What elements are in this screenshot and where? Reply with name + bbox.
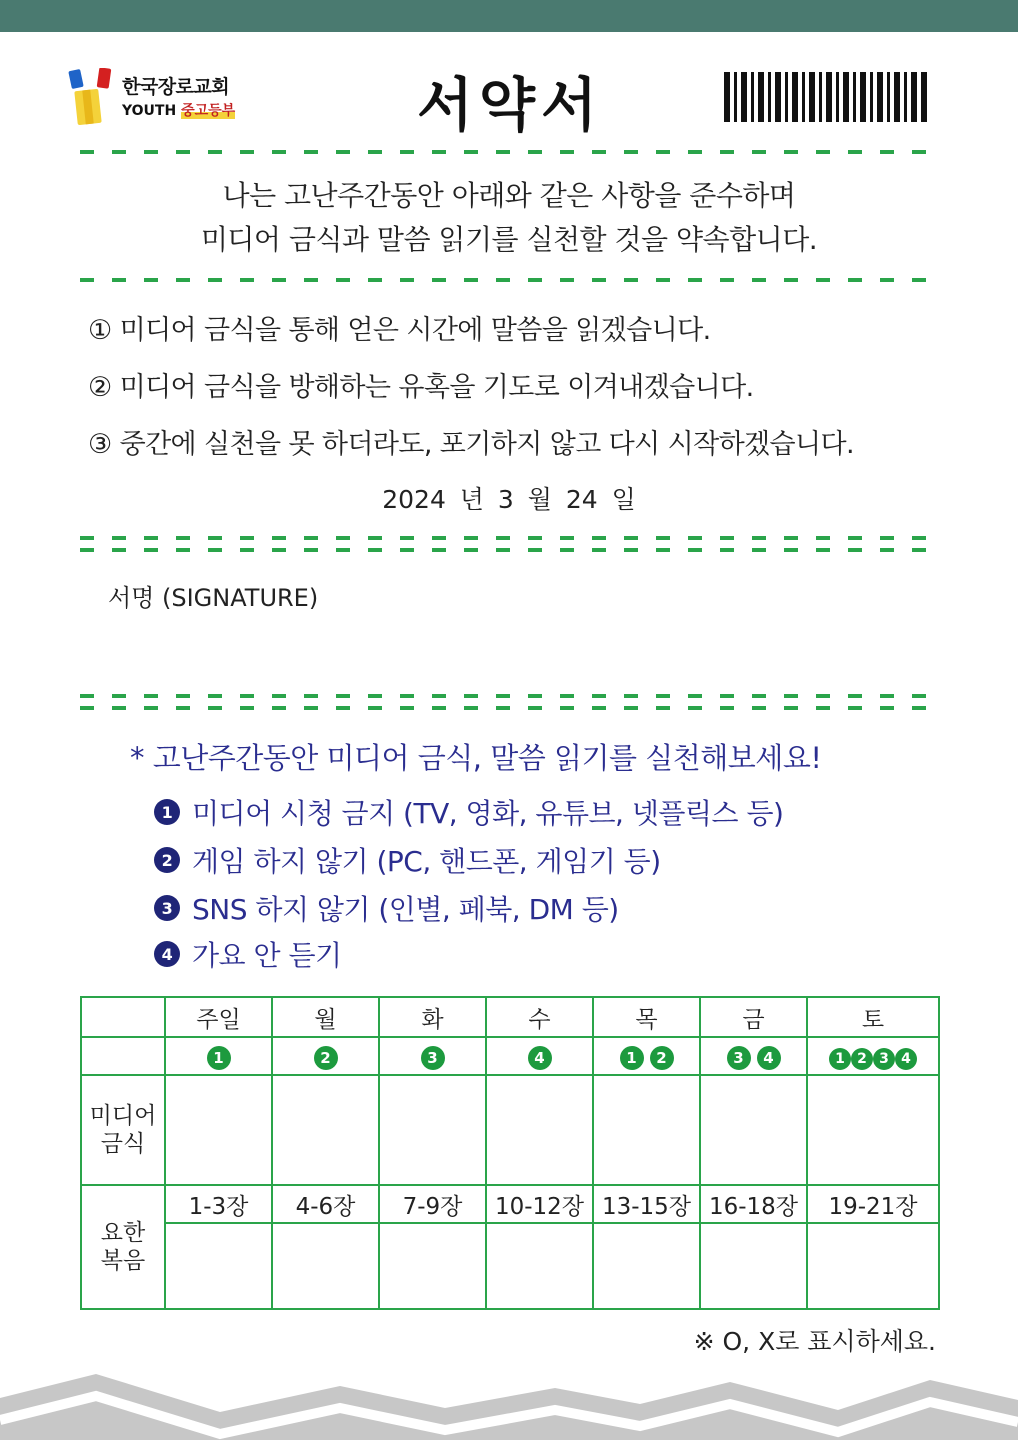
media-check-cell[interactable]: [700, 1075, 807, 1185]
reading-check-cell[interactable]: [272, 1223, 379, 1309]
day-header-row: [81, 997, 939, 1037]
chapter-cell: 16-18장: [700, 1185, 807, 1223]
rule-item-4: [154, 934, 342, 974]
media-check-cell[interactable]: [593, 1075, 700, 1185]
barcode-icon: [724, 72, 928, 122]
rule-item-2: [154, 840, 661, 880]
media-fast-label: [81, 1075, 165, 1185]
number-3-icon: 3: [421, 1046, 445, 1070]
top-color-bar: [0, 0, 1018, 32]
media-check-cell[interactable]: [165, 1075, 272, 1185]
day-cell-thu: 목: [593, 997, 700, 1037]
media-fast-label-line-2: 금식: [100, 1131, 146, 1157]
logo-mark-icon: [68, 68, 118, 126]
corner-cell: [81, 997, 165, 1037]
number-3-icon: 3: [154, 895, 180, 921]
divider-double-dashed: [80, 694, 938, 710]
day-cell-sun: 주일: [165, 997, 272, 1037]
intro-line-1: 나는 고난주간동안 아래와 같은 사항을 준수하며: [222, 179, 796, 212]
media-check-cell[interactable]: [807, 1075, 939, 1185]
reading-label: [81, 1185, 165, 1309]
reading-label-line-1: 요한: [100, 1220, 146, 1246]
rule-cell-mon: [272, 1037, 379, 1075]
number-3-icon: 3: [873, 1048, 895, 1070]
chapter-cell: 13-15장: [593, 1185, 700, 1223]
reading-check-cell[interactable]: [807, 1223, 939, 1309]
rule-cell-tue: [379, 1037, 486, 1075]
number-4-icon: 4: [895, 1048, 917, 1070]
intro-text: [80, 174, 938, 262]
media-check-cell[interactable]: [486, 1075, 593, 1185]
rule-cell-wed: [486, 1037, 593, 1075]
page-title: 서약서: [416, 71, 604, 139]
empty-cell: [81, 1037, 165, 1075]
chapter-row: [81, 1185, 939, 1223]
reading-check-cell[interactable]: [379, 1223, 486, 1309]
chapter-cell: 19-21장: [807, 1185, 939, 1223]
pledge-item-2: ② 미디어 금식을 방해하는 유혹을 기도로 이겨내겠습니다.: [88, 372, 754, 403]
signature-label: 서명 (SIGNATURE): [108, 584, 319, 612]
rule-text: 미디어 시청 금지 (TV, 영화, 유튜브, 넷플릭스 등): [192, 797, 784, 830]
rule-cell-sun: [165, 1037, 272, 1075]
tracker-table: [80, 996, 940, 1310]
number-1-icon: 1: [620, 1046, 644, 1070]
rule-number-row: [81, 1037, 939, 1075]
pledge-date: 2024 년 3 월 24 일: [382, 485, 636, 514]
reading-label-line-2: 복음: [100, 1248, 146, 1274]
pledge-item-1: ① 미디어 금식을 통해 얻은 시간에 말씀을 읽겠습니다.: [88, 315, 711, 346]
mark-instruction: ※ O, X로 표시하세요.: [693, 1327, 936, 1356]
church-logo: [68, 68, 268, 126]
rule-text: SNS 하지 않기 (인별, 페북, DM 등): [192, 893, 619, 926]
challenge-heading: * 고난주간동안 미디어 금식, 말씀 읽기를 실천해보세요!: [130, 741, 822, 775]
pledge-item-3: ③ 중간에 실천을 못 하더라도, 포기하지 않고 다시 시작하겠습니다.: [88, 429, 854, 460]
org-name: 한국장로교회: [122, 76, 230, 98]
number-2-icon: 2: [851, 1048, 873, 1070]
day-cell-sat: 토: [807, 997, 939, 1037]
reading-check-cell[interactable]: [593, 1223, 700, 1309]
zigzag-decoration: [0, 1360, 1018, 1440]
rule-text: 게임 하지 않기 (PC, 핸드폰, 게임기 등): [192, 845, 661, 878]
rule-item-3: [154, 888, 619, 928]
intro-line-2: 미디어 금식과 말씀 읽기를 실천할 것을 약속합니다.: [200, 223, 818, 256]
chapter-cell: 4-6장: [272, 1185, 379, 1223]
number-4-icon: 4: [154, 941, 180, 967]
reading-check-row: [81, 1223, 939, 1309]
number-2-icon: 2: [314, 1046, 338, 1070]
number-2-icon: 2: [650, 1046, 674, 1070]
day-cell-tue: 화: [379, 997, 486, 1037]
rule-cell-fri: [700, 1037, 807, 1075]
chapter-cell: 7-9장: [379, 1185, 486, 1223]
youth-dept: [122, 100, 235, 120]
number-3-icon: 3: [727, 1046, 751, 1070]
number-1-icon: 1: [207, 1046, 231, 1070]
number-4-icon: 4: [757, 1046, 781, 1070]
dept-label: 중고등부: [181, 103, 236, 119]
rule-cell-thu: [593, 1037, 700, 1075]
day-cell-mon: 월: [272, 997, 379, 1037]
divider-dashed: [80, 278, 938, 282]
reading-check-cell[interactable]: [486, 1223, 593, 1309]
chapter-cell: 10-12장: [486, 1185, 593, 1223]
reading-check-cell[interactable]: [165, 1223, 272, 1309]
media-check-cell[interactable]: [379, 1075, 486, 1185]
day-cell-wed: 수: [486, 997, 593, 1037]
youth-label: YOUTH: [122, 103, 177, 119]
media-check-cell[interactable]: [272, 1075, 379, 1185]
day-cell-fri: 금: [700, 997, 807, 1037]
divider-dashed: [80, 150, 938, 154]
number-1-icon: 1: [154, 799, 180, 825]
number-1-icon: 1: [829, 1048, 851, 1070]
media-fast-row: [81, 1075, 939, 1185]
rule-cell-sat: [807, 1037, 939, 1075]
rule-text: 가요 안 듣기: [192, 939, 342, 972]
number-2-icon: 2: [154, 847, 180, 873]
chapter-cell: 1-3장: [165, 1185, 272, 1223]
rule-item-1: [154, 792, 783, 832]
media-fast-label-line-1: 미디어: [89, 1103, 157, 1129]
divider-double-dashed: [80, 536, 938, 552]
reading-check-cell[interactable]: [700, 1223, 807, 1309]
number-4-icon: 4: [528, 1046, 552, 1070]
